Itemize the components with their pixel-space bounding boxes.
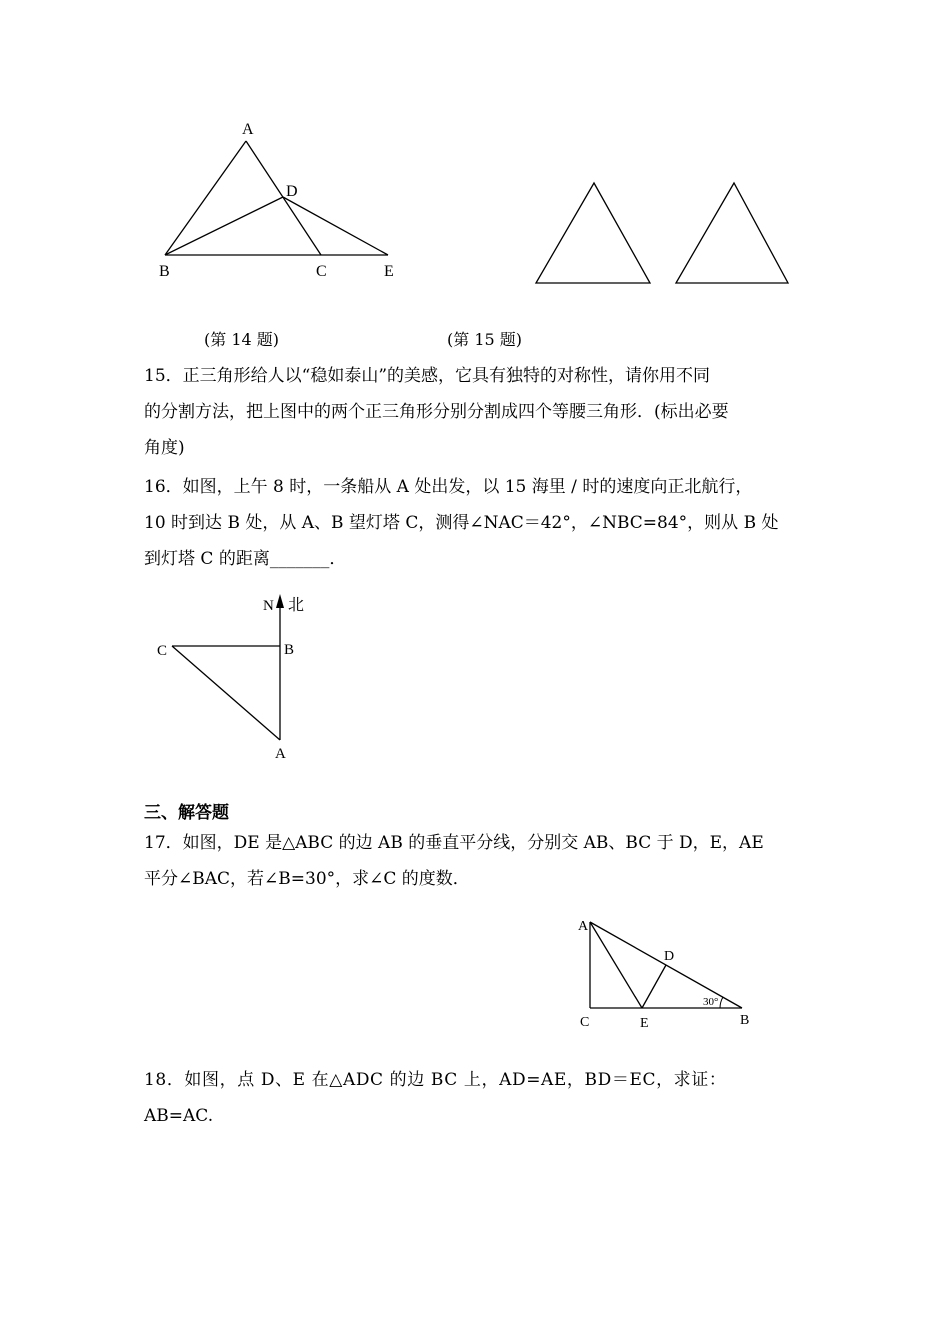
label-c: C: [157, 643, 168, 659]
q15-line2: 的分割方法，把上图中的两个正三角形分别分割成四个等腰三角形．(标出必要: [144, 402, 729, 422]
angle-30-label: 30°: [703, 996, 719, 1008]
segment-ab: [165, 141, 246, 255]
point-label-e: E: [384, 263, 394, 280]
label-e: E: [640, 1016, 649, 1031]
point-label-d: D: [286, 183, 298, 200]
q15-line3: 角度): [144, 438, 185, 458]
point-label-b: B: [159, 263, 170, 280]
caption-fig14: (第 14 题): [204, 330, 280, 349]
segment-ca: [172, 646, 280, 740]
segment-ae: [590, 922, 642, 1008]
question-15: [144, 358, 729, 466]
q18-line2: AB=AC.: [144, 1106, 214, 1126]
segment-bd: [165, 197, 283, 255]
q18-line1: 18．如图，点 D、E 在△ADC 的边 BC 上，AD=AE，BD＝EC，求证：: [144, 1070, 727, 1090]
q15-line1: 15．正三角形给人以“稳如泰山”的美感，它具有独特的对称性，请你用不同: [144, 366, 711, 386]
section-3-title: 三、解答题: [144, 803, 229, 823]
q17-line1: 17．如图，DE 是△ABC 的边 AB 的垂直平分线，分别交 AB、BC 于 D，E，AE: [144, 833, 764, 853]
figure-16: [150, 590, 330, 765]
q16-line2: 10 时到达 B 处，从 A、B 望灯塔 C，测得∠NAC＝42°，∠NBC=84°，则从 B 处: [144, 513, 779, 533]
question-16: [144, 469, 778, 577]
label-north: 北: [288, 595, 305, 614]
label-a: A: [578, 919, 589, 934]
equilateral-triangle-right: [676, 183, 788, 283]
label-n: N: [263, 598, 274, 614]
equilateral-triangle-left: [536, 183, 650, 283]
question-17: [144, 825, 764, 897]
figure-14: [140, 110, 420, 290]
label-a: A: [275, 746, 286, 762]
question-18: [144, 1062, 726, 1134]
segment-de: [283, 197, 388, 255]
point-label-a: A: [242, 121, 254, 138]
label-b: B: [740, 1013, 750, 1028]
label-c: C: [580, 1015, 590, 1030]
label-b: B: [284, 642, 295, 658]
caption-fig15: (第 15 题): [447, 330, 523, 349]
segment-de: [642, 965, 666, 1008]
north-arrowhead: [276, 594, 284, 608]
label-d: D: [664, 949, 675, 964]
figure-17: [570, 910, 760, 1035]
angle-b-arc: [720, 997, 723, 1008]
q16-line1: 16．如图，上午 8 时，一条船从 A 处出发，以 15 海里 / 时的速度向正北航行，: [144, 477, 753, 497]
figure-15: [530, 175, 800, 290]
point-label-c: C: [316, 263, 327, 280]
q16-line3: 到灯塔 C 的距离_______．: [144, 549, 347, 569]
q17-line2: 平分∠BAC，若∠B=30°，求∠C 的度数．: [144, 869, 470, 889]
